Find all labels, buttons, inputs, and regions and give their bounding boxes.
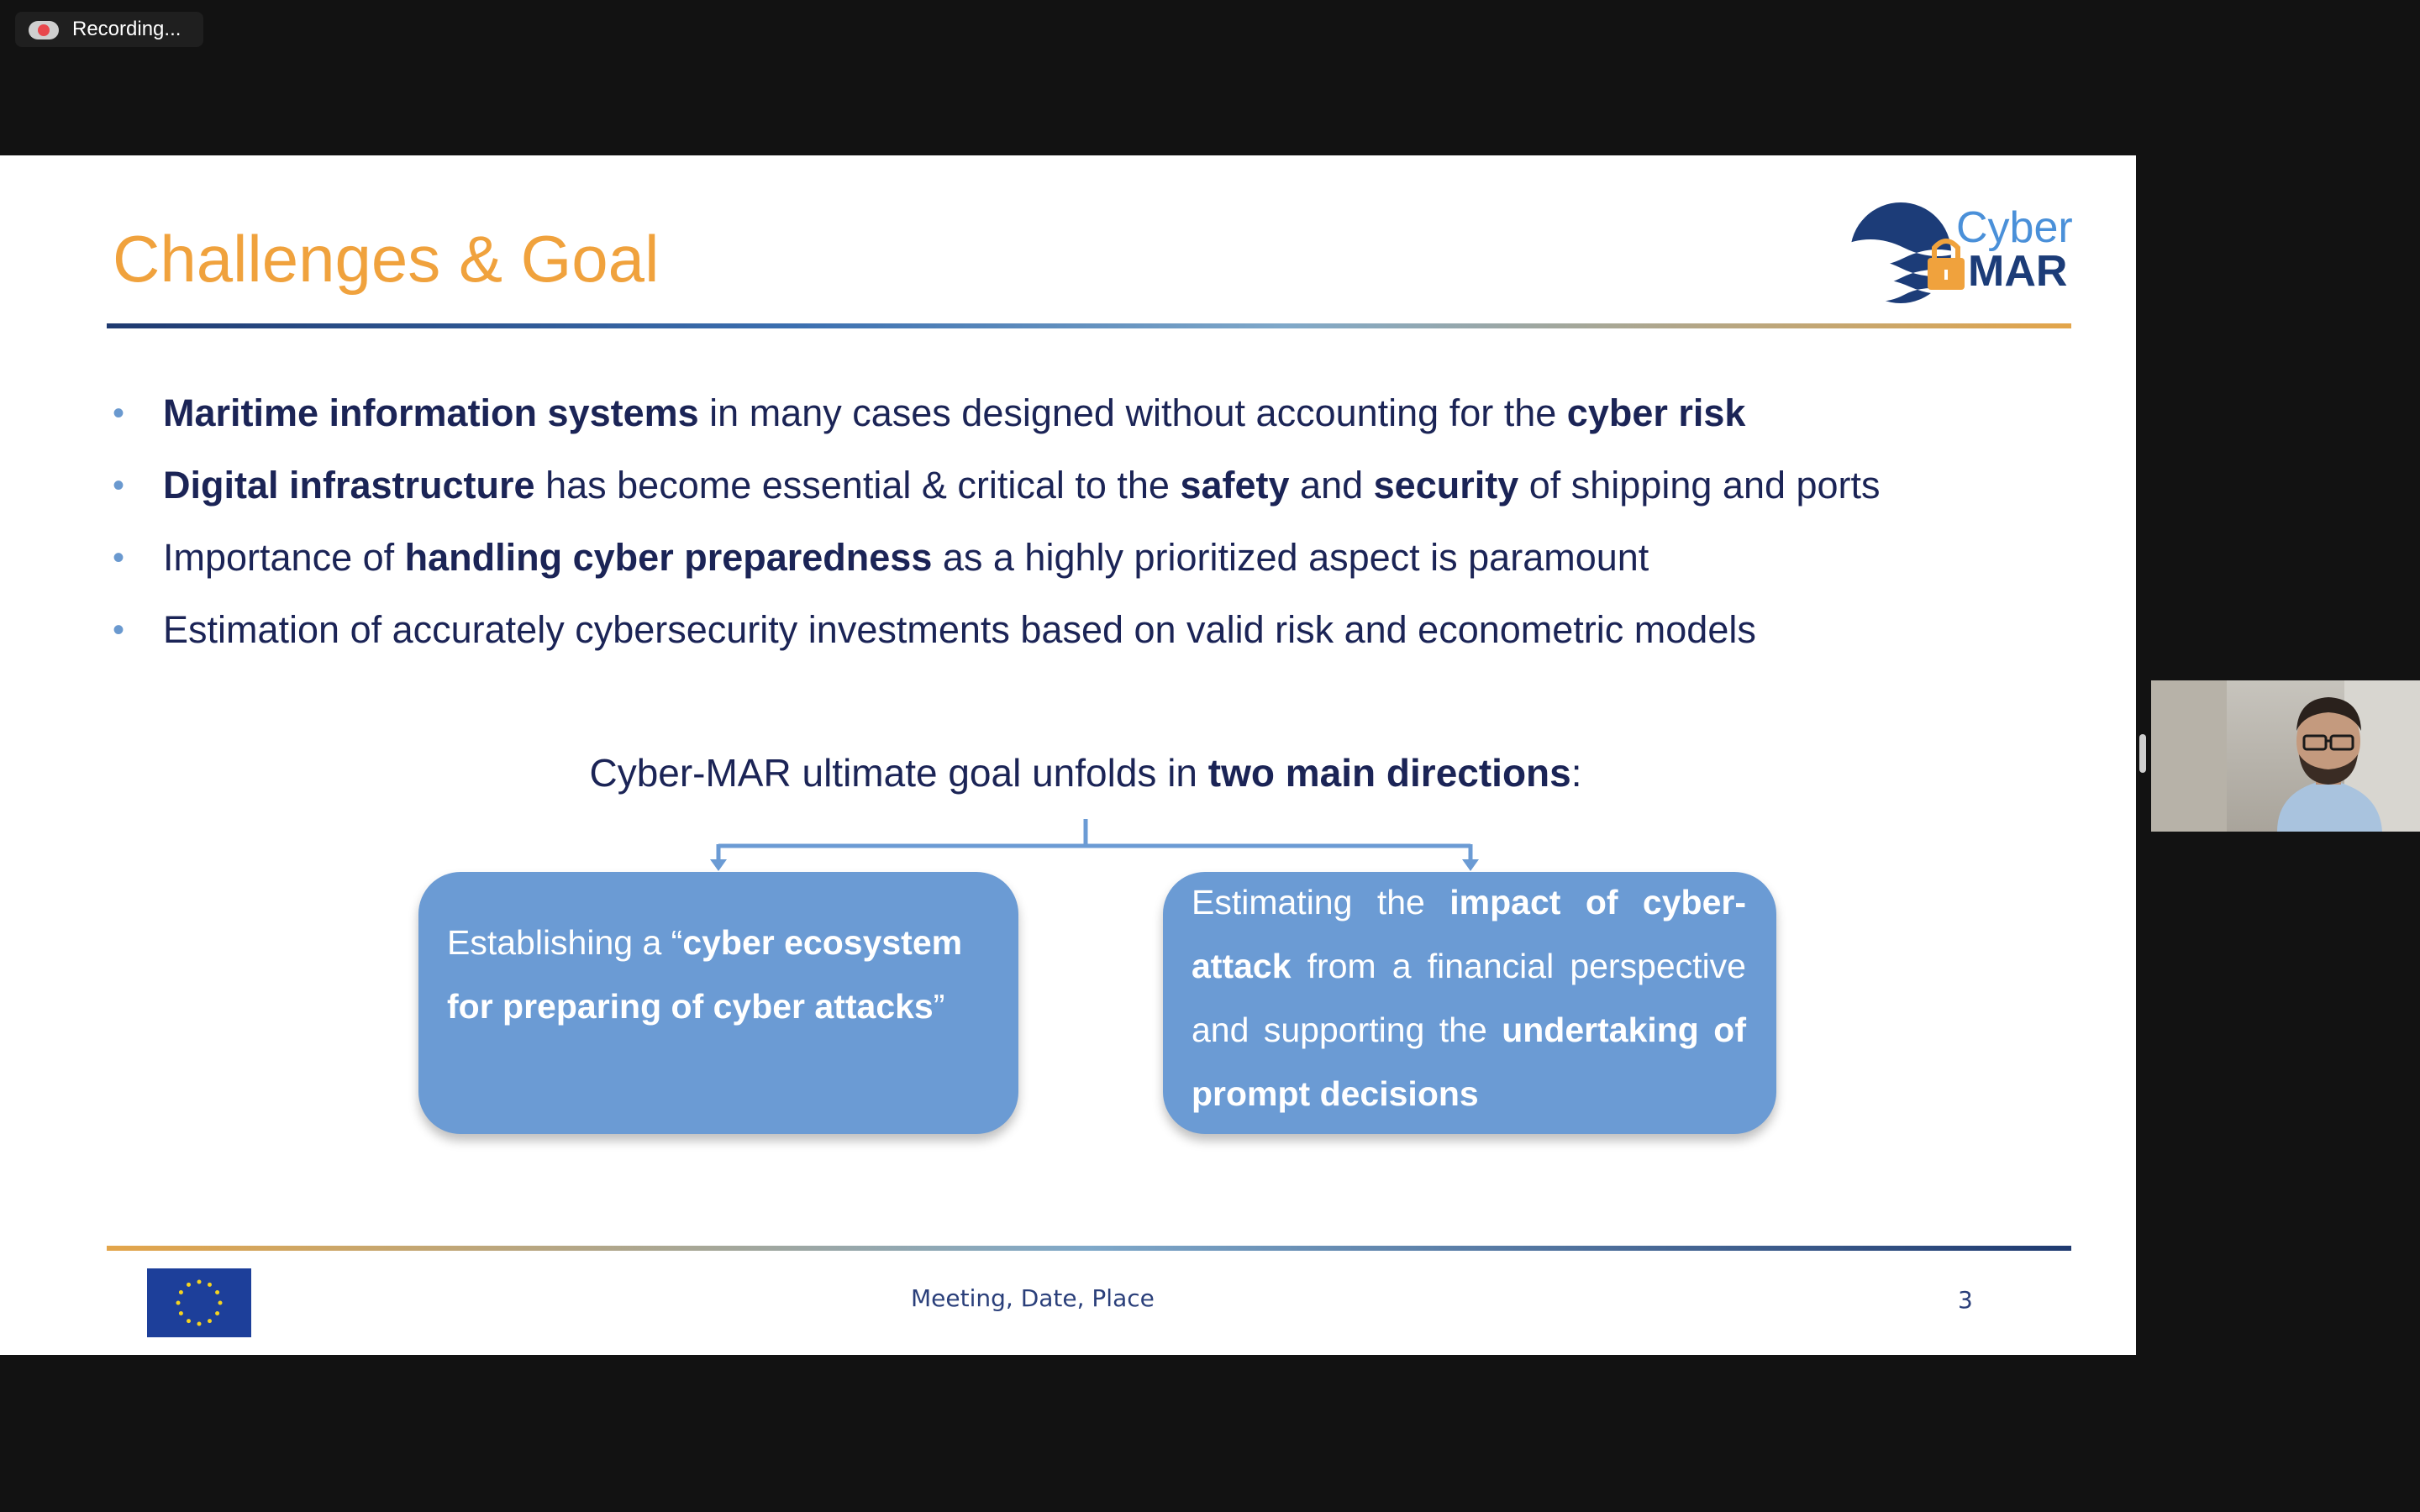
bullet-text: as a highly prioritized aspect is paramount xyxy=(932,536,1649,579)
bullet-text: Importance of xyxy=(163,536,405,579)
box-text: ” xyxy=(933,987,945,1026)
bullet-list xyxy=(113,389,2096,678)
box-text: Estimating the xyxy=(1192,883,1450,921)
bullet-item xyxy=(113,389,2096,461)
bullet-item xyxy=(113,606,2096,678)
box-text-bold: undertaking of prompt decisions xyxy=(1192,1011,1746,1113)
bullet-text-bold: security xyxy=(1373,464,1519,507)
box-text: Establishing a “ xyxy=(447,923,683,962)
bullet-text: has become essential & critical to the xyxy=(534,464,1181,507)
bullet-text: in many cases designed without accounting for the xyxy=(698,391,1567,434)
title-divider xyxy=(107,323,2071,328)
bullet-text: and xyxy=(1289,464,1374,507)
recording-cloud-icon xyxy=(29,18,60,41)
goal-text: Cyber-MAR ultimate goal unfolds in xyxy=(589,751,1208,795)
goal-statement xyxy=(0,750,2136,795)
slide-title: Challenges & Goal xyxy=(113,222,660,296)
recording-label: Recording... xyxy=(72,18,182,40)
footer-divider xyxy=(107,1246,2071,1251)
direction-box-ecosystem xyxy=(418,872,1018,1134)
bullet-text-bold: Digital infrastructure xyxy=(163,464,535,507)
logo-text-cyber: Cyber xyxy=(1956,203,2073,252)
direction-box-impact xyxy=(1163,872,1776,1134)
logo-text-mar: MAR xyxy=(1968,247,2068,296)
shared-slide xyxy=(0,155,2136,1355)
participant-video-thumbnail[interactable] xyxy=(2151,680,2420,832)
bullet-text-bold: Maritime information systems xyxy=(163,391,699,434)
panel-resize-handle[interactable] xyxy=(2139,734,2146,773)
bullet-text-bold: handling cyber preparedness xyxy=(404,536,933,579)
participant-avatar-icon xyxy=(2151,680,2420,832)
footer-meeting-info: Meeting, Date, Place xyxy=(911,1284,1155,1312)
cybermar-logo xyxy=(1828,197,2072,307)
goal-text-bold: two main directions xyxy=(1207,751,1571,795)
bullet-item xyxy=(113,533,2096,606)
slide-page-number: 3 xyxy=(1958,1286,1973,1314)
bullet-item xyxy=(113,461,2096,533)
recording-indicator[interactable] xyxy=(15,12,203,47)
bullet-text-bold: safety xyxy=(1180,464,1290,507)
bullet-text: of shipping and ports xyxy=(1518,464,1881,507)
box-text: from a financial perspective and supporting the xyxy=(1192,947,1746,1049)
box-text-bold: impact of cyber-attack xyxy=(1192,883,1746,985)
box-text-bold: cyber ecosystem for preparing of cyber attacks xyxy=(447,923,963,1026)
bullet-text-bold: cyber risk xyxy=(1566,391,1746,434)
eu-flag-icon xyxy=(147,1268,251,1337)
goal-text: : xyxy=(1570,751,1582,795)
bullet-text: Estimation of accurately cybersecurity investments based on valid risk and econometric models xyxy=(163,608,1756,651)
